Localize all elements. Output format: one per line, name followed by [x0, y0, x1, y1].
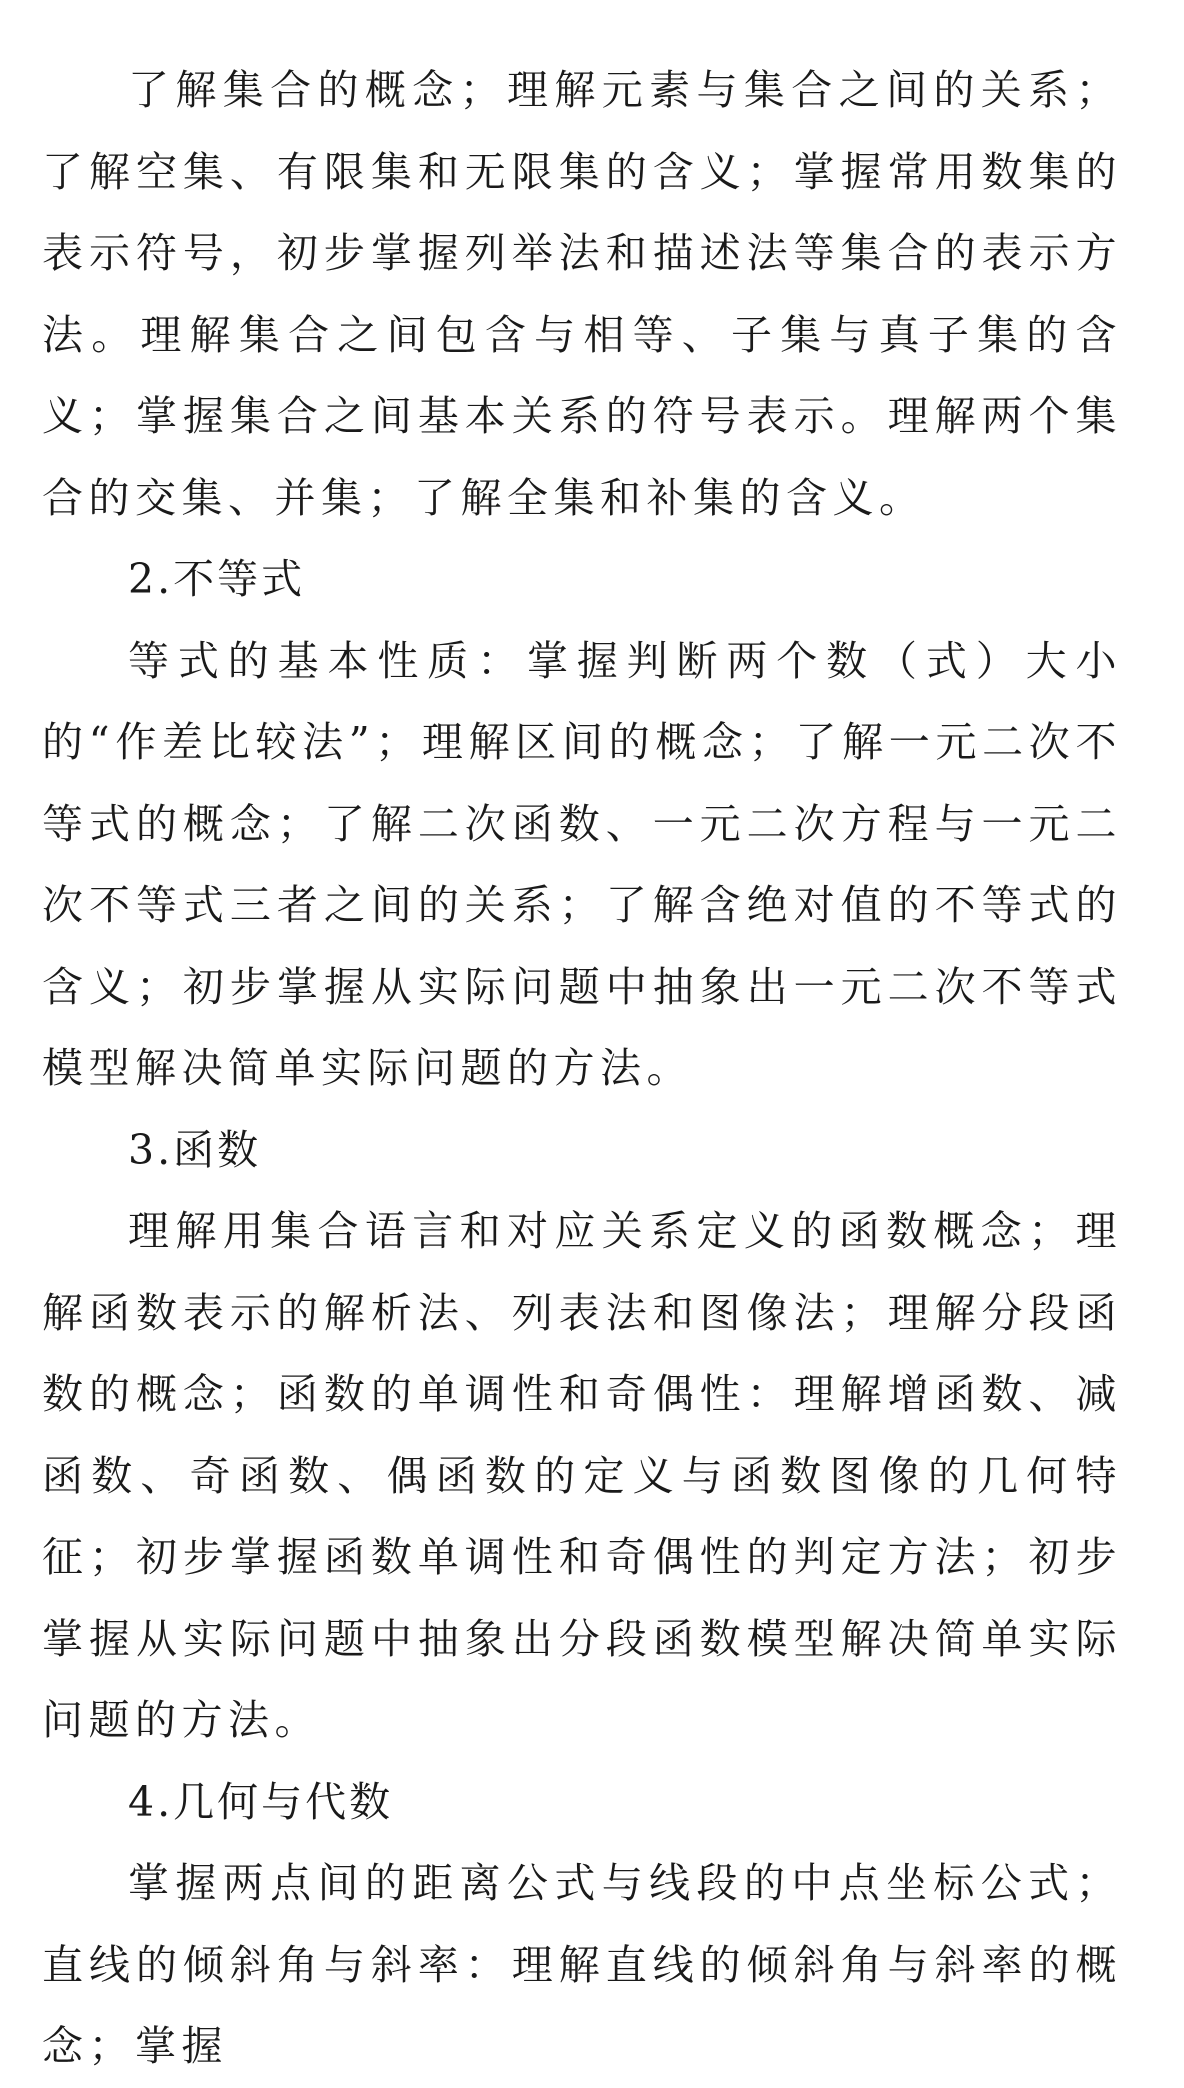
paragraph-sets: 了解集合的概念；理解元素与集合之间的关系；了解空集、有限集和无限集的含义；掌握常用数集的表示符号，初步掌握列举法和描述法等集合的表示方法。理解集合之间包含与相等、子集与真子集的含义；掌握集合之间基本关系的符号表示。理解两个集合的交集、并集；了解全集和补集的含义。	[42, 66, 1122, 522]
heading-inequalities: 2.不等式	[128, 555, 306, 603]
paragraph-functions: 理解用集合语言和对应关系定义的函数概念；理解函数表示的解析法、列表法和图像法；理解分段函数的概念；函数的单调性和奇偶性：理解增函数、减函数、奇函数、偶函数的定义与函数图像的几何特征；初步掌握函数单调性和奇偶性的判定方法；初步掌握从实际问题中抽象出分段函数模型解决简单实际问题的方法。	[42, 1207, 1122, 1744]
paragraph-geometry-algebra: 掌握两点间的距离公式与线段的中点坐标公式；直线的倾斜角与斜率：理解直线的倾斜角与斜率的概念；掌握	[42, 1859, 1122, 2070]
document-body	[42, 50, 1122, 2088]
heading-functions: 3.函数	[128, 1125, 262, 1174]
paragraph-inequalities: 等式的基本性质：掌握判断两个数（式）大小的“作差比较法”；理解区间的概念；了解一元二次不等式的概念；了解二次函数、一元二次方程与一元二次不等式三者之间的关系；了解含绝对值的不等式的含义；初步掌握从实际问题中抽象出一元二次不等式模型解决简单实际问题的方法。	[42, 636, 1122, 1092]
heading-geometry-algebra: 4.几何与代数	[128, 1777, 394, 1826]
